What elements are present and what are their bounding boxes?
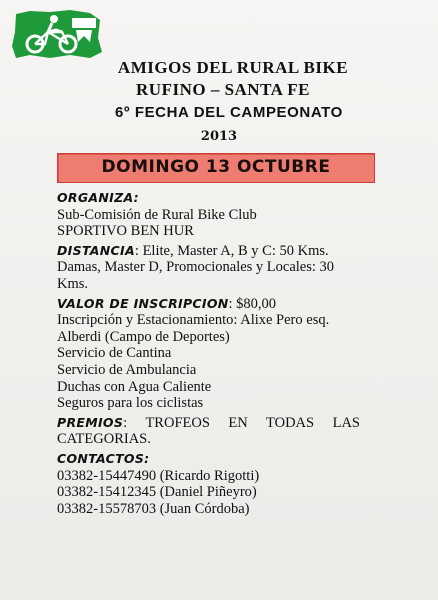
valor-line: : $80,00 bbox=[228, 295, 277, 312]
contactos-heading: CONTACTOS: bbox=[57, 450, 150, 466]
contact-line: 03382-15578703 (Juan Córdoba) bbox=[57, 500, 250, 517]
organiza-heading: ORGANIZA: bbox=[57, 190, 139, 205]
date-banner-label: DOMINGO 13 OCTUBRE bbox=[101, 157, 331, 177]
valor-line: Inscripción y Estacionamiento: Alixe Pero esq. bbox=[57, 312, 330, 329]
subtitle: 6º FECHA DEL CAMPEONATO bbox=[115, 104, 343, 121]
contactos-section bbox=[57, 451, 427, 517]
valor-section bbox=[57, 296, 427, 412]
valor-line: Servicio de Ambulancia bbox=[57, 361, 197, 378]
distancia-line: Damas, Master D, Promocionales y Locales: 30 bbox=[57, 259, 335, 276]
premios-line: CATEGORIAS. bbox=[57, 431, 151, 448]
title-line-2: RUFINO – SANTA FE bbox=[136, 80, 310, 99]
year: 2013 bbox=[200, 129, 238, 144]
premios-line: : TROFEOS EN TODAS LAS bbox=[123, 414, 360, 431]
valor-line: Duchas con Agua Caliente bbox=[57, 378, 212, 395]
contact-line: 03382-15447490 (Ricardo Rigotti) bbox=[57, 467, 260, 484]
date-banner bbox=[57, 153, 375, 183]
valor-line: Seguros para los ciclistas bbox=[57, 395, 204, 412]
organiza-line: Sub-Comisión de Rural Bike Club bbox=[57, 206, 257, 223]
valor-line: Alberdi (Campo de Deportes) bbox=[57, 328, 230, 345]
organiza-line: SPORTIVO BEN HUR bbox=[57, 223, 194, 240]
title-line-1: AMIGOS DEL RURAL BIKE bbox=[117, 58, 349, 77]
distancia-section bbox=[57, 243, 427, 293]
distancia-line: : Elite, Master A, B y C: 50 Kms. bbox=[134, 242, 329, 259]
valor-heading: VALOR DE INSCRIPCION bbox=[57, 295, 229, 311]
valor-line: Servicio de Cantina bbox=[57, 345, 172, 362]
organiza-section bbox=[57, 190, 427, 240]
premios-section bbox=[57, 415, 427, 448]
distancia-line: Kms. bbox=[57, 275, 89, 292]
distancia-heading: DISTANCIA bbox=[57, 242, 135, 258]
contact-line: 03382-15412345 (Daniel Piñeyro) bbox=[57, 484, 257, 501]
mountain-bike-rider-icon bbox=[10, 8, 102, 60]
flyer-body bbox=[57, 190, 427, 520]
premios-heading: PREMIOS bbox=[57, 414, 124, 430]
